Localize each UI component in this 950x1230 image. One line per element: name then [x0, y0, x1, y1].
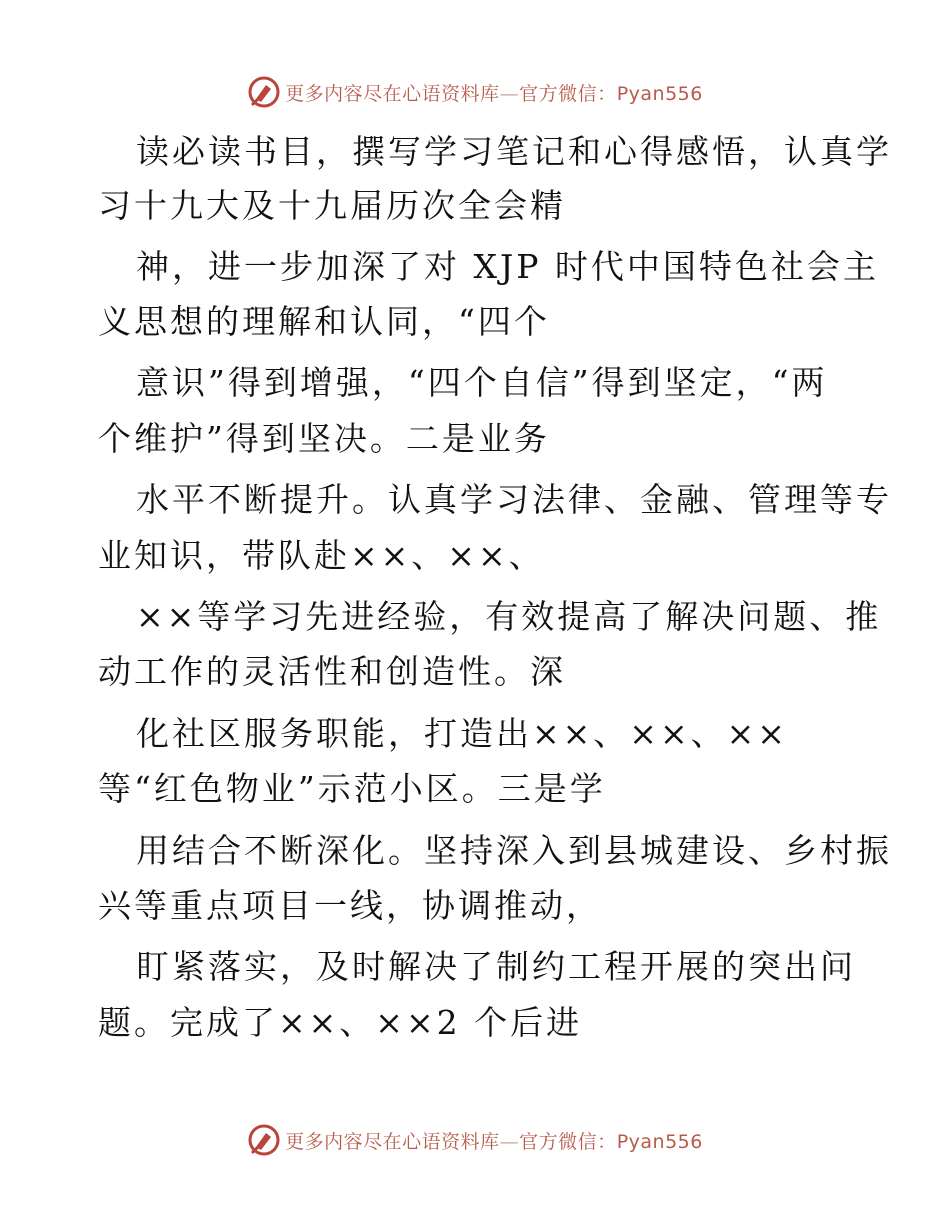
- footer-watermark: [0, 1120, 950, 1160]
- header-watermark: [0, 72, 950, 112]
- watermark-separator: —: [499, 1130, 520, 1153]
- body-line: 化社区服务职能，打造出××、××、××: [136, 714, 788, 753]
- watermark-text: [285, 79, 703, 106]
- body-line: 意识”得到增强，“四个自信”得到坚定，“两: [136, 363, 828, 402]
- body-line: 题。完成了××、××2 个后进: [98, 1003, 583, 1042]
- body-line: 用结合不断深化。坚持深入到县城建设、乡村振: [136, 831, 892, 870]
- body-line: 个维护”得到坚决。二是业务: [98, 419, 550, 458]
- body-line: 动工作的灵活性和创造性。深: [98, 652, 566, 691]
- body-line: 业知识，带队赴××、××、: [98, 536, 545, 575]
- watermark-site: 更多内容尽在心语资料库: [285, 82, 500, 105]
- body-line: 义思想的理解和认同，“四个: [98, 302, 550, 341]
- body-line: ××等学习先进经验，有效提高了解决问题、推: [136, 597, 882, 636]
- brand-logo-icon: [247, 1123, 281, 1157]
- watermark-account-label: 官方微信：: [519, 82, 617, 105]
- watermark-text: [285, 1127, 703, 1154]
- body-line: 水平不断提升。认真学习法律、金融、管理等专: [136, 480, 892, 519]
- body-line: 神，进一步加深了对 XJP 时代中国特色社会主: [136, 247, 879, 286]
- body-line: 等“红色物业”示范小区。三是学: [98, 769, 606, 808]
- watermark-separator: —: [499, 82, 520, 105]
- watermark-account-id: Pyan556: [616, 1130, 703, 1153]
- watermark-account-id: Pyan556: [616, 82, 703, 105]
- body-line: 读必读书目，撰写学习笔记和心得感悟，认真学: [136, 132, 892, 171]
- watermark-account-label: 官方微信：: [519, 1130, 617, 1153]
- body-line: 盯紧落实，及时解决了制约工程开展的突出问: [136, 947, 856, 986]
- brand-logo-icon: [247, 75, 281, 109]
- body-line: 兴等重点项目一线，协调推动，: [98, 886, 602, 925]
- watermark-site: 更多内容尽在心语资料库: [285, 1130, 500, 1153]
- body-line: 习十九大及十九届历次全会精: [98, 186, 566, 225]
